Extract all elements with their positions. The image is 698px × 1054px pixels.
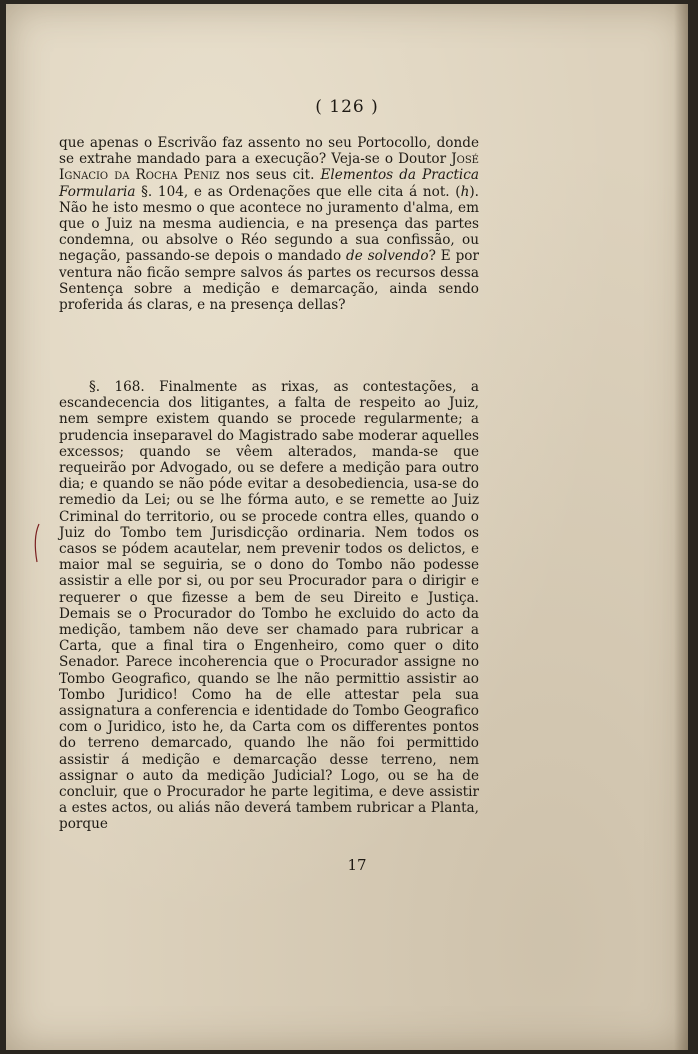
- page-edge-shadow: [674, 4, 688, 1050]
- margin-pencil-mark-icon: [32, 523, 42, 563]
- paragraph1-text-5: ? E por ventura não ficão sempre salvos ás partes os recursos dessa Sentença sobre a medição e demarcação, ainda sendo proferida ás claras, e na presença dellas?: [59, 248, 479, 314]
- paragraph1-text-1: que apenas o Escrivão faz assento no seu Portocollo, donde se extrahe mandado para a execução? Veja-se o Doutor: [59, 135, 479, 168]
- book-page: [6, 4, 688, 1050]
- paragraph1-text-4: ). Não he isto mesmo o que acontece no juramento d'alma, em que o Juiz na mesma audiencia, e na presença das partes condemna, ou absolve o Réo segundo a sua confissão, ou negação, passando-se depois o mandado: [59, 183, 479, 265]
- author-name: José Ignacio da Rocha Peniz: [59, 151, 479, 184]
- paragraph-section-168: §. 168. Finalmente as rixas, as contestações, a escandecencia dos litigantes, a falta de respeito ao Juiz, nem sempre existem quando se procede regularmente; a prudencia inseparavel do Magistrado sabe moderar aquelles excessos; quando se vêem alterados, manda-se que requeirão por Advogado, ou se defere a medição para outro dia; e quando se não póde evitar a desobediencia, usa-se do remedio da Lei; ou se lhe fórma auto, e se remette ao Juiz Criminal do territorio, ou se procede contra elles, quando o Juiz do Tombo tem Jurisdicção ordinaria. Nem todos os casos se pódem acautelar, nem prevenir todos os delictos, e maior mal se seguiria, se o dono do Tombo não podesse assistir a elle por si, ou por seu Procurador para o dirigir e requerer o que fizesse a bem de seu Direito e Justiça. Demais se o Procurador do Tombo he excluido do acto da medição, tambem não deve ser chamado para rubricar a Carta, que a final tira o Engenheiro, como quer o dito Senador. Parece incoherencia que o Procurador assigne no Tombo Geografico, quando se lhe não permittio assistir ao Tombo Juridico! Como ha de elle attestar pela sua assignatura a conferencia e identidade do Tombo Geografico com o Juridico, isto he, da Carta com os differentes pontos do terreno demarcado, quando lhe não foi permittido assistir á medição e demarcação desse terreno, nem assignar o auto da medição Judicial? Logo, ou se ha de concluir, que o Procurador he parte legitima, e deve assistir a estes actos, ou aliás não deverá tambem rubricar a Planta, porque: [59, 379, 479, 833]
- work-title: Elementos da Practica Formularia: [59, 167, 479, 200]
- paragraph1-text-3: §. 104, e as Ordenações que elle cita á not. (: [135, 183, 461, 200]
- paragraph1-text-2: nos seus cit.: [219, 167, 321, 184]
- signature-mark: 17: [347, 856, 367, 874]
- latin-phrase: de solvendo: [346, 248, 429, 265]
- note-reference: h: [460, 183, 470, 200]
- page-number: ( 126 ): [315, 97, 379, 117]
- paragraph-continuation: [59, 135, 479, 313]
